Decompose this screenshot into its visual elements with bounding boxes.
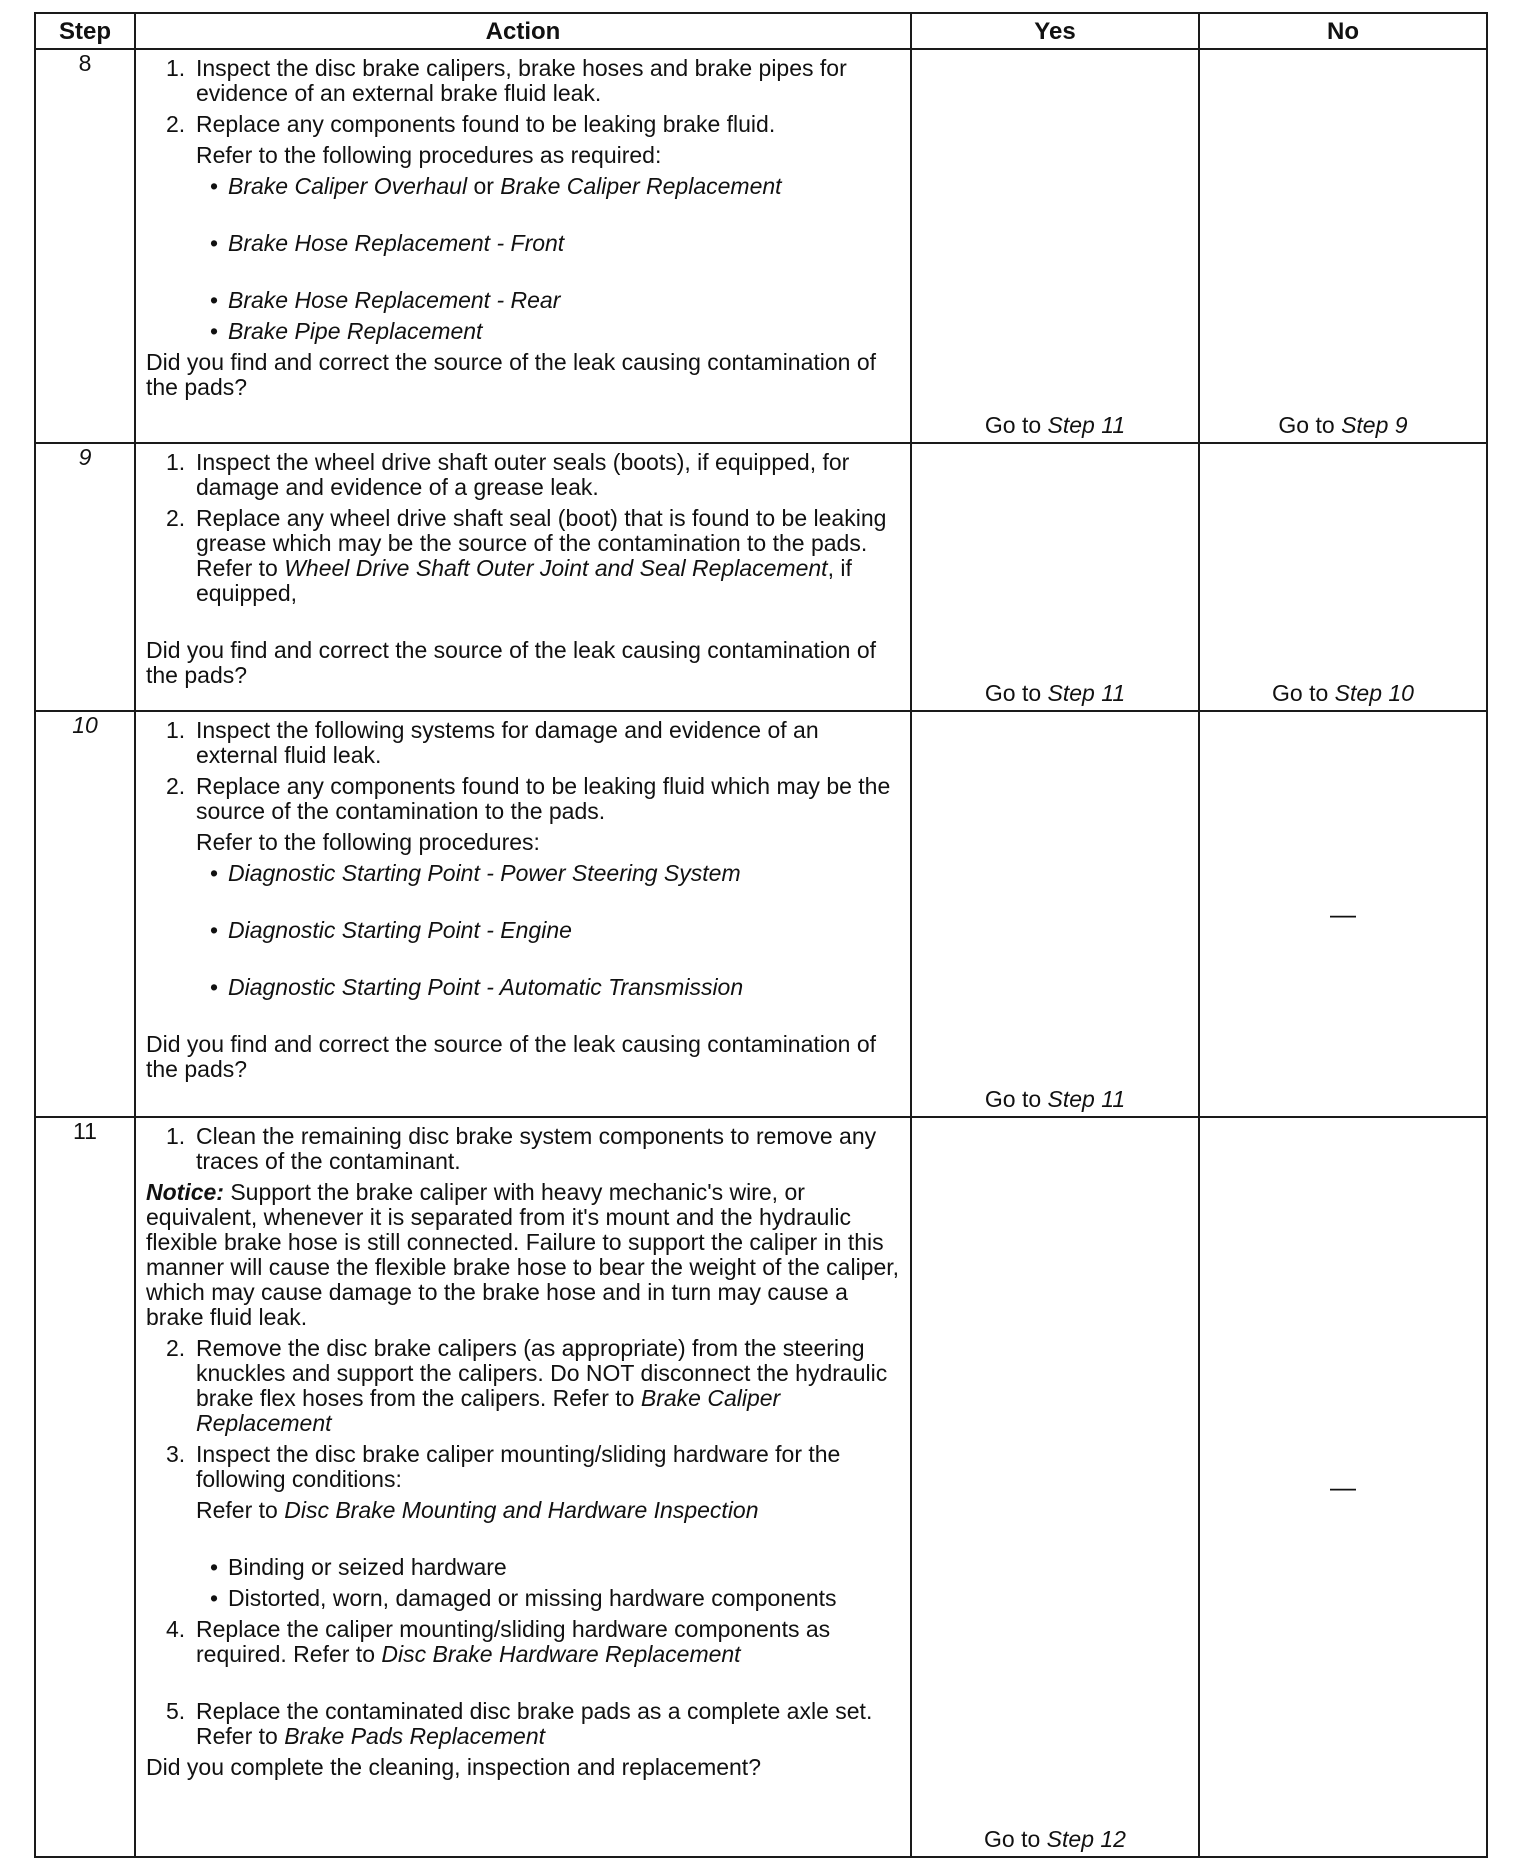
step-number: 9: [35, 443, 135, 711]
list-item: 1. Clean the remaining disc brake system components to remove any traces of the contaminant.: [166, 1123, 877, 1174]
bullet-item: • Brake Pipe Replacement: [210, 318, 483, 344]
table-row-step-9: [35, 443, 1487, 711]
yes-cell: [911, 443, 1199, 711]
no-goto[interactable]: Go to Step 9: [1278, 412, 1408, 438]
step-number: 10: [35, 711, 135, 1117]
action-cell: [135, 49, 911, 443]
table-row-step-11: [35, 1117, 1487, 1857]
yes-goto[interactable]: Go to Step 11: [984, 412, 1126, 438]
list-item: 1. Inspect the disc brake calipers, brake hoses and brake pipes for evidence of an external brake fluid leak.: [166, 55, 847, 106]
yes-cell: [911, 49, 1199, 443]
header-step: Step: [35, 13, 135, 49]
list-item: 2. Replace any components found to be leaking fluid which may be the source of the contamination to the pads.: [166, 773, 891, 824]
action-cell: [135, 443, 911, 711]
bullet-item: • Brake Hose Replacement - Front: [210, 230, 565, 256]
table-row-step-8: [35, 49, 1487, 443]
step-number: 8: [35, 49, 135, 443]
list-item: 5. Replace the contaminated disc brake pads as a complete axle set. Refer to Brake Pads Replacement: [166, 1698, 873, 1749]
header-action: Action: [135, 13, 911, 49]
no-cell: [1199, 443, 1487, 711]
no-dash: —: [1330, 898, 1356, 929]
no-cell: [1199, 711, 1487, 1117]
refer-text: Refer to the following procedures:: [196, 829, 540, 855]
bullet-item: • Distorted, worn, damaged or missing hardware components: [210, 1585, 837, 1611]
bullet-item: • Brake Caliper Overhaul or Brake Caliper Replacement: [210, 173, 782, 199]
yes-cell: [911, 1117, 1199, 1857]
action-cell: [135, 1117, 911, 1857]
no-cell: [1199, 49, 1487, 443]
procedure-link[interactable]: Brake Caliper Replacement: [500, 173, 782, 199]
procedure-link[interactable]: Diagnostic Starting Point - Engine: [228, 917, 572, 943]
no-goto[interactable]: Go to Step 10: [1272, 680, 1414, 706]
header-row: [35, 13, 1487, 49]
table-row-step-10: [35, 711, 1487, 1117]
header-no: No: [1199, 13, 1487, 49]
action-cell: [135, 711, 911, 1117]
bullet-item: • Binding or seized hardware: [210, 1554, 507, 1580]
bullet-item: • Diagnostic Starting Point - Engine: [210, 917, 572, 943]
bullet-item: • Diagnostic Starting Point - Power Steering System: [210, 860, 741, 886]
question-text: Did you complete the cleaning, inspection and replacement?: [146, 1754, 761, 1780]
procedure-link[interactable]: Wheel Drive Shaft Outer Joint and Seal Replacement: [284, 555, 828, 581]
diagnostic-table: [34, 12, 1488, 1858]
list-item: 3. Inspect the disc brake caliper mounting/sliding hardware for the following conditions:: [166, 1441, 841, 1492]
list-item: 2. Remove the disc brake calipers (as appropriate) from the steering knuckles and support the calipers. Do NOT disconnect the hydraulic brake flex hoses from the calipers. Refer to Brake Caliper Replacement: [166, 1335, 888, 1436]
bullet-item: • Brake Hose Replacement - Rear: [210, 287, 561, 313]
list-item: 2. Replace any components found to be leaking brake fluid.: [166, 111, 776, 137]
procedure-link[interactable]: Diagnostic Starting Point - Automatic Transmission: [228, 974, 744, 1000]
procedure-link[interactable]: Brake Hose Replacement - Rear: [228, 287, 561, 313]
procedure-link[interactable]: Brake Pipe Replacement: [228, 318, 483, 344]
list-item: 2. Replace any wheel drive shaft seal (boot) that is found to be leaking grease which may be the source of the contamination to the pads. Refer to Wheel Drive Shaft Outer Joint and Seal Replacement, if equipped,: [166, 505, 887, 606]
procedure-link[interactable]: Diagnostic Starting Point - Power Steering System: [228, 860, 741, 886]
notice-label: Notice:: [146, 1179, 224, 1205]
header-yes: Yes: [911, 13, 1199, 49]
procedure-link[interactable]: Brake Caliper Overhaul: [228, 173, 468, 199]
question-text: Did you find and correct the source of the leak causing contamination of the pads?: [146, 637, 877, 688]
procedure-link[interactable]: Disc Brake Hardware Replacement: [381, 1641, 741, 1667]
refer-text: Refer to Disc Brake Mounting and Hardware Inspection: [196, 1497, 759, 1523]
yes-cell: [911, 711, 1199, 1117]
procedure-link[interactable]: Brake Caliper Replacement: [196, 1385, 781, 1436]
question-text: Did you find and correct the source of the leak causing contamination of the pads?: [146, 1031, 877, 1082]
no-cell: [1199, 1117, 1487, 1857]
yes-goto[interactable]: Go to Step 11: [984, 680, 1126, 706]
procedure-link[interactable]: Brake Hose Replacement - Front: [228, 230, 565, 256]
step-number: 11: [35, 1117, 135, 1857]
list-item: 1. Inspect the following systems for damage and evidence of an external fluid leak.: [166, 717, 819, 768]
list-item: 4. Replace the caliper mounting/sliding hardware components as required. Refer to Disc Brake Hardware Replacement: [166, 1616, 831, 1667]
procedure-link[interactable]: Disc Brake Mounting and Hardware Inspection: [284, 1497, 759, 1523]
procedure-link[interactable]: Brake Pads Replacement: [284, 1723, 546, 1749]
notice-text: Notice: Support the brake caliper with heavy mechanic's wire, or equivalent, whenever it is separated from it's mount and the hydraulic flexible brake hose is still connected. Failure to support the caliper in this manner will cause the flexible brake hose to bear the weight of the caliper, which may cause damage to the brake hose and in turn may cause a brake fluid leak.: [146, 1179, 900, 1330]
no-dash: —: [1330, 1471, 1356, 1502]
yes-goto[interactable]: Go to Step 11: [984, 1086, 1126, 1112]
yes-goto[interactable]: Go to Step 12: [984, 1826, 1126, 1852]
question-text: Did you find and correct the source of the leak causing contamination of the pads?: [146, 349, 877, 400]
list-item: 1. Inspect the wheel drive shaft outer seals (boots), if equipped, for damage and evidence of a grease leak.: [166, 449, 850, 500]
refer-text: Refer to the following procedures as required:: [196, 142, 662, 168]
bullet-item: • Diagnostic Starting Point - Automatic Transmission: [210, 974, 744, 1000]
